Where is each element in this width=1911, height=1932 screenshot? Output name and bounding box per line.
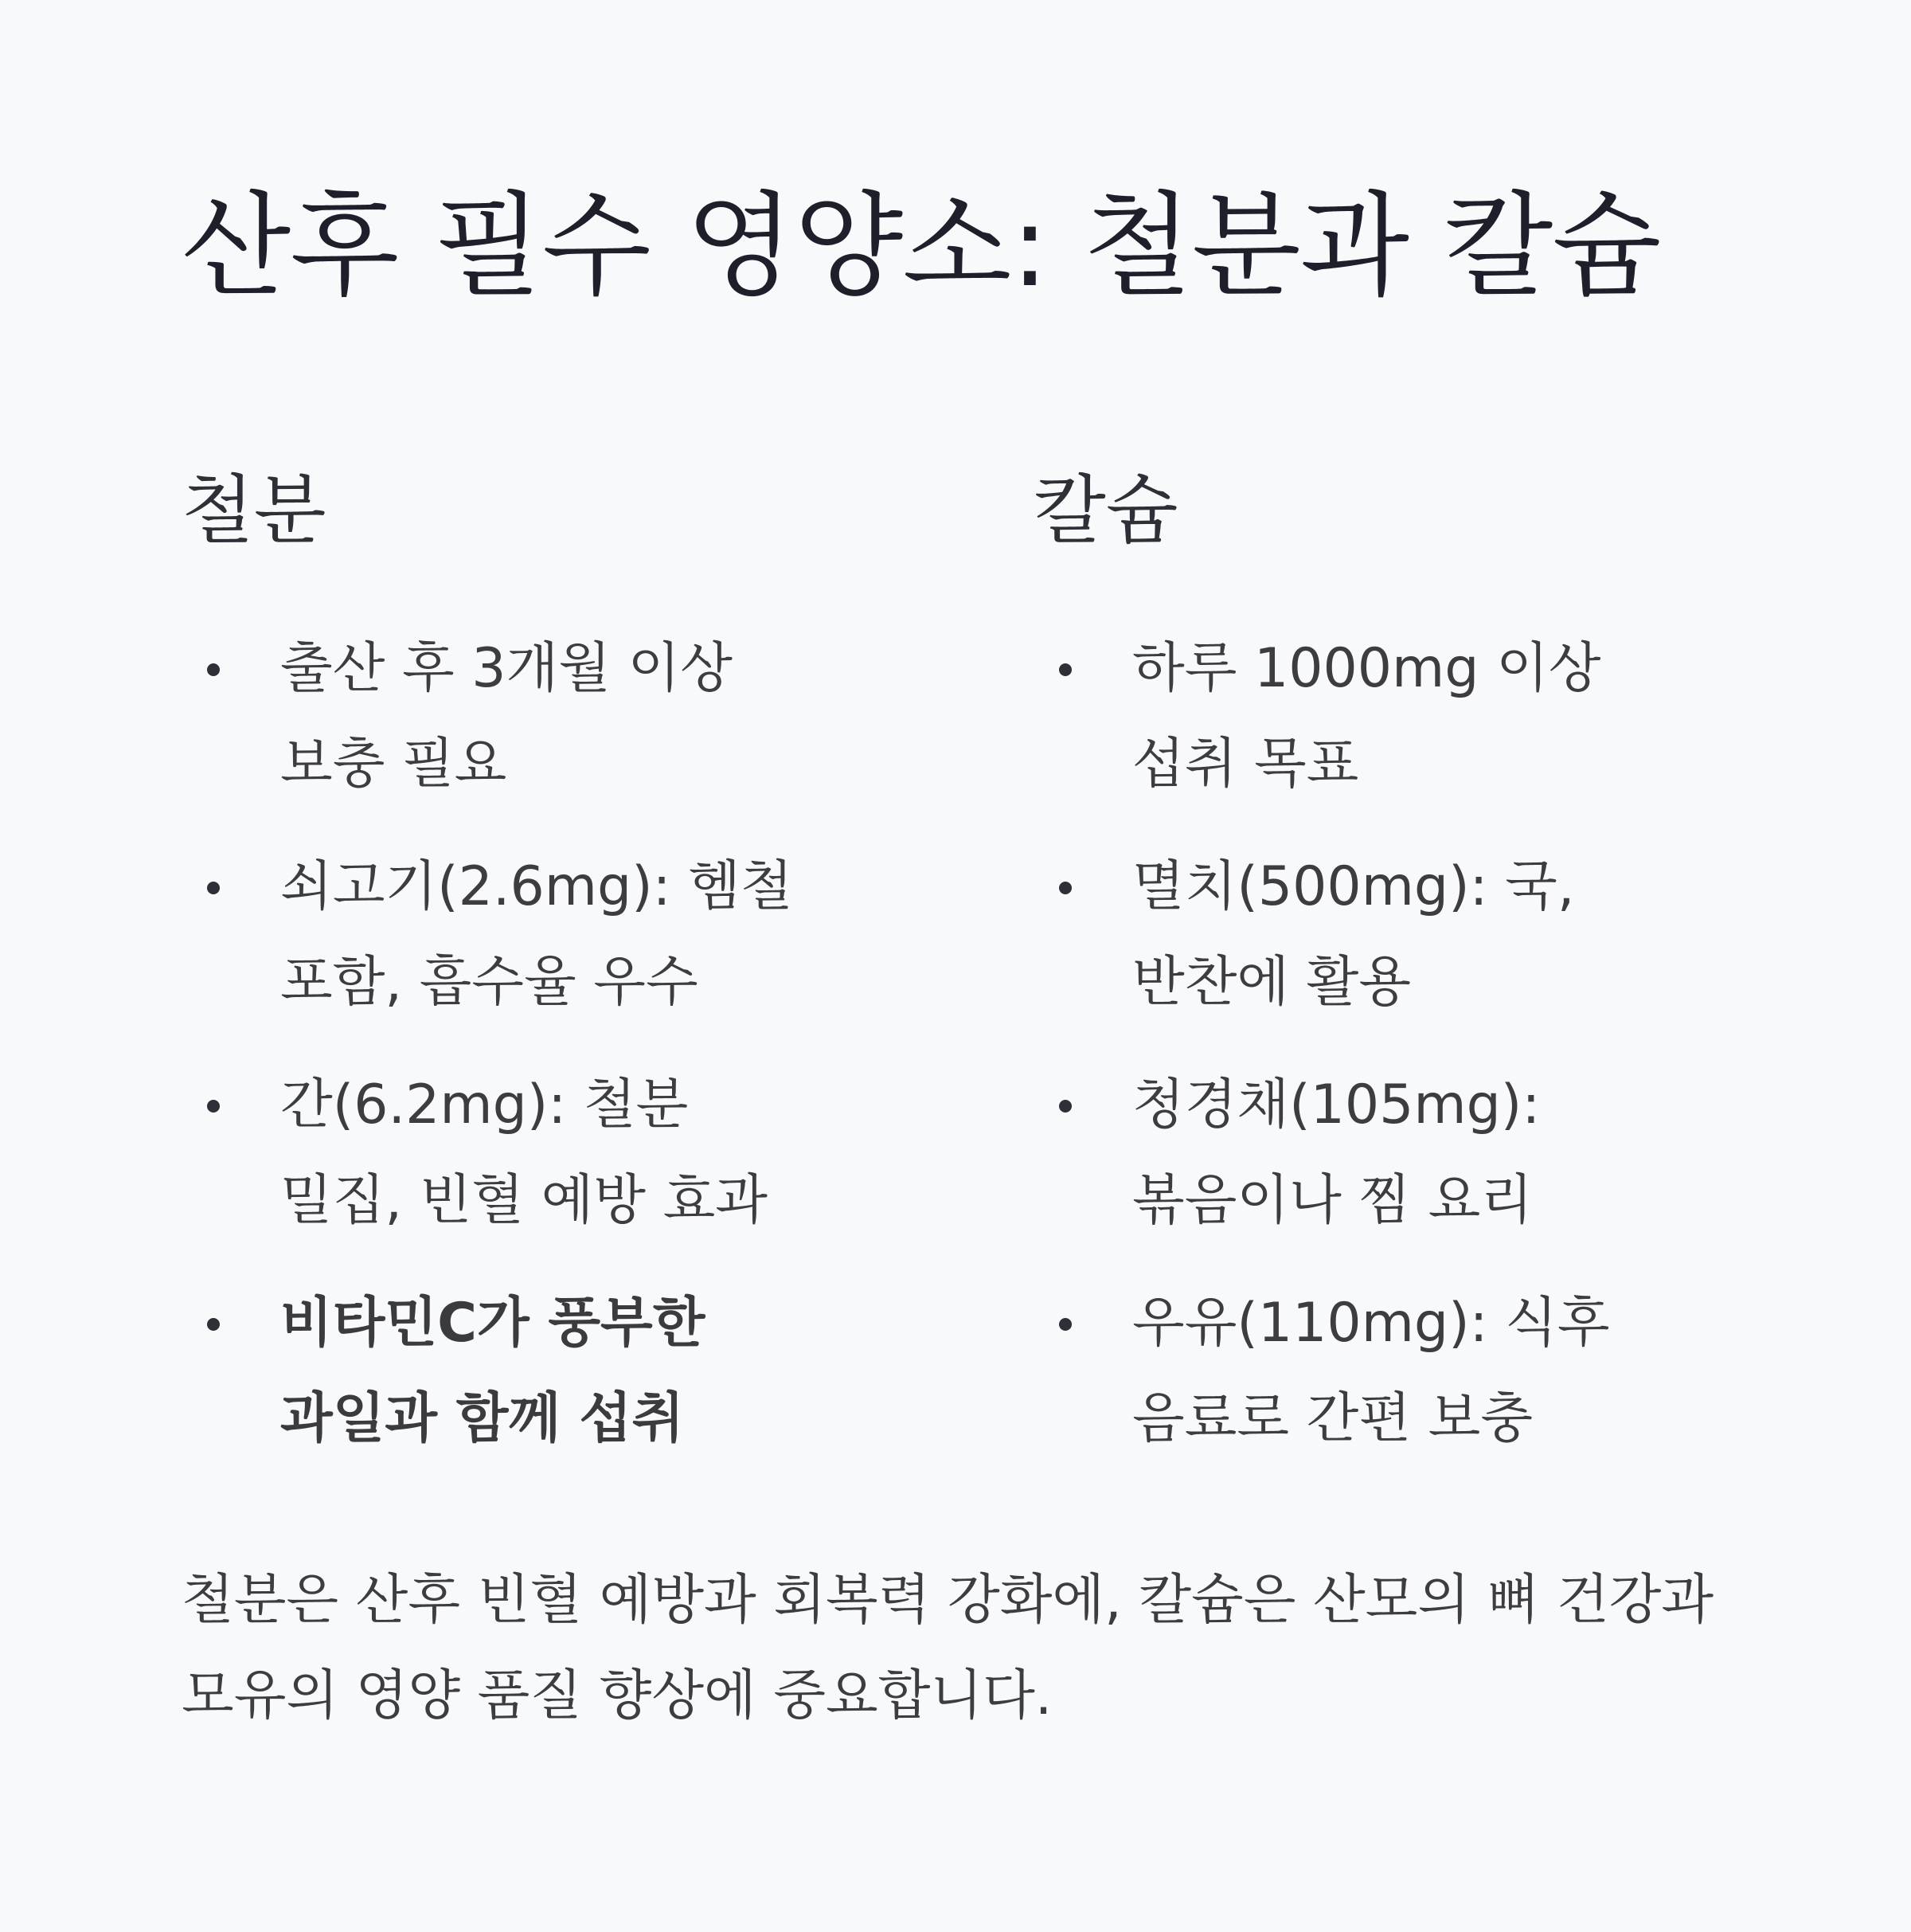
list-item — [182, 1058, 822, 1249]
bullet-icon — [207, 663, 220, 676]
list-item-text: 간(6.2mg): 철분 밀집, 빈혈 예방 효과 — [280, 1074, 768, 1232]
list-item-text: 우유(110mg): 식후 음료로 간편 보충 — [1132, 1292, 1610, 1450]
iron-heading: 철분 — [182, 467, 326, 554]
bullet-icon — [207, 882, 220, 894]
bullet-icon — [1059, 663, 1072, 676]
bullet-icon — [1059, 1100, 1072, 1113]
iron-list — [182, 621, 898, 1494]
iron-column — [182, 467, 898, 1450]
list-item-text: 쇠고기(2.6mg): 헴철 포함, 흡수율 우수 — [280, 855, 793, 1014]
bullet-icon — [1059, 882, 1072, 894]
list-item-text: 비타민C가 풍부한 과일과 함께 섭취 — [280, 1292, 705, 1450]
list-item — [182, 621, 822, 812]
list-item-text: 멸치(500mg): 국, 반찬에 활용 — [1132, 855, 1575, 1014]
list-item — [1034, 839, 1674, 1031]
bullet-icon — [1059, 1318, 1072, 1331]
list-item-emphasis — [182, 1276, 822, 1467]
list-item — [1034, 1058, 1674, 1249]
page-title: 산후 필수 영양소: 철분과 칼슘 — [182, 181, 1661, 312]
list-item — [1034, 1276, 1674, 1467]
summary-paragraph: 철분은 산후 빈혈 예방과 회복력 강화에, 칼슘은 산모의 뼈 건강과 모유의 영양 품질 향상에 중요합니다. — [182, 1569, 1714, 1727]
bullet-icon — [207, 1100, 220, 1113]
list-item — [182, 839, 822, 1031]
list-item-text: 하루 1000mg 이상 섭취 목표 — [1132, 637, 1601, 796]
list-item — [1034, 621, 1674, 812]
list-item-text: 청경채(105mg): 볶음이나 찜 요리 — [1132, 1074, 1541, 1232]
calcium-heading: 칼슘 — [1034, 467, 1178, 554]
calcium-column — [1034, 467, 1750, 1450]
calcium-list — [1034, 621, 1750, 1494]
bullet-icon — [207, 1318, 220, 1331]
list-item-text: 출산 후 3개월 이상 보충 필요 — [280, 637, 733, 796]
